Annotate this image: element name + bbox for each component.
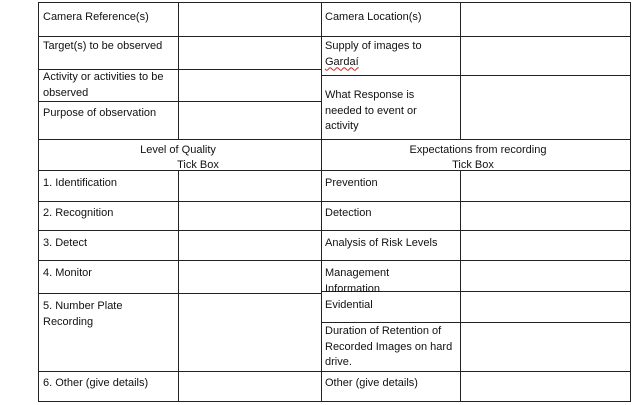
rule-header-bottom [38,170,631,171]
quality-recognition: 2. Recognition [43,207,114,219]
expectations-header-subtitle: Tick Box [452,159,494,171]
rule-header-top [38,139,631,140]
rule-right-inner-bottom [460,170,461,402]
expectation-other: Other (give details) [325,377,418,389]
expectations-header-title: Expectations from recording [409,144,547,156]
expectation-retention: Duration of Retention of Recorded Images on hard drive. [325,325,453,368]
rule-e6 [38,371,631,372]
quality-detect: 3. Detect [43,237,88,249]
expectation-evidential: Evidential [325,299,373,311]
expectation-risk-analysis: Analysis of Risk Levels [325,237,438,249]
rule-row1 [38,36,631,37]
rule-right-edge [630,2,631,402]
camera-location-label: Camera Location(s) [325,11,422,23]
camera-reference-label: Camera Reference(s) [43,11,149,23]
response-label: What Response is needed to event or activity [325,89,417,132]
rule-row3-left [38,101,321,102]
rule-row2-right [321,75,631,76]
targets-label: Target(s) to be observed [43,40,163,52]
quality-other: 6. Other (give details) [43,377,149,389]
rule-e5-right [321,322,631,323]
rule-left-inner-bottom [178,170,179,402]
rule-q4-left [38,293,321,294]
quality-number-plate: 5. Number Plate Recording [43,300,123,328]
quality-header-title: Level of Quality [140,144,216,156]
cctv-observation-form [38,2,631,402]
rule-q3 [38,260,631,261]
rule-right-inner-top [460,2,461,139]
gardai-word: Gardaí [325,55,359,68]
quality-header-subtitle: Tick Box [177,159,219,171]
rule-left-edge [38,2,39,402]
activities-label: Activity or activities to be observed [43,71,164,99]
purpose-label: Purpose of observation [43,107,157,119]
rule-top [38,2,631,3]
rule-bottom [38,401,631,402]
rule-middle [321,2,322,402]
expectation-detection: Detection [325,207,372,219]
rule-left-inner-top [178,2,179,139]
supply-of-images-label [325,39,457,70]
quality-identification: 1. Identification [43,177,117,189]
expectation-management-info: Management Information [325,267,390,295]
quality-monitor: 4. Monitor [43,267,92,279]
rule-q1 [38,201,631,202]
supply-of-images-text: Supply of images to [325,40,422,52]
rule-q2 [38,230,631,231]
expectation-prevention: Prevention [325,177,378,189]
